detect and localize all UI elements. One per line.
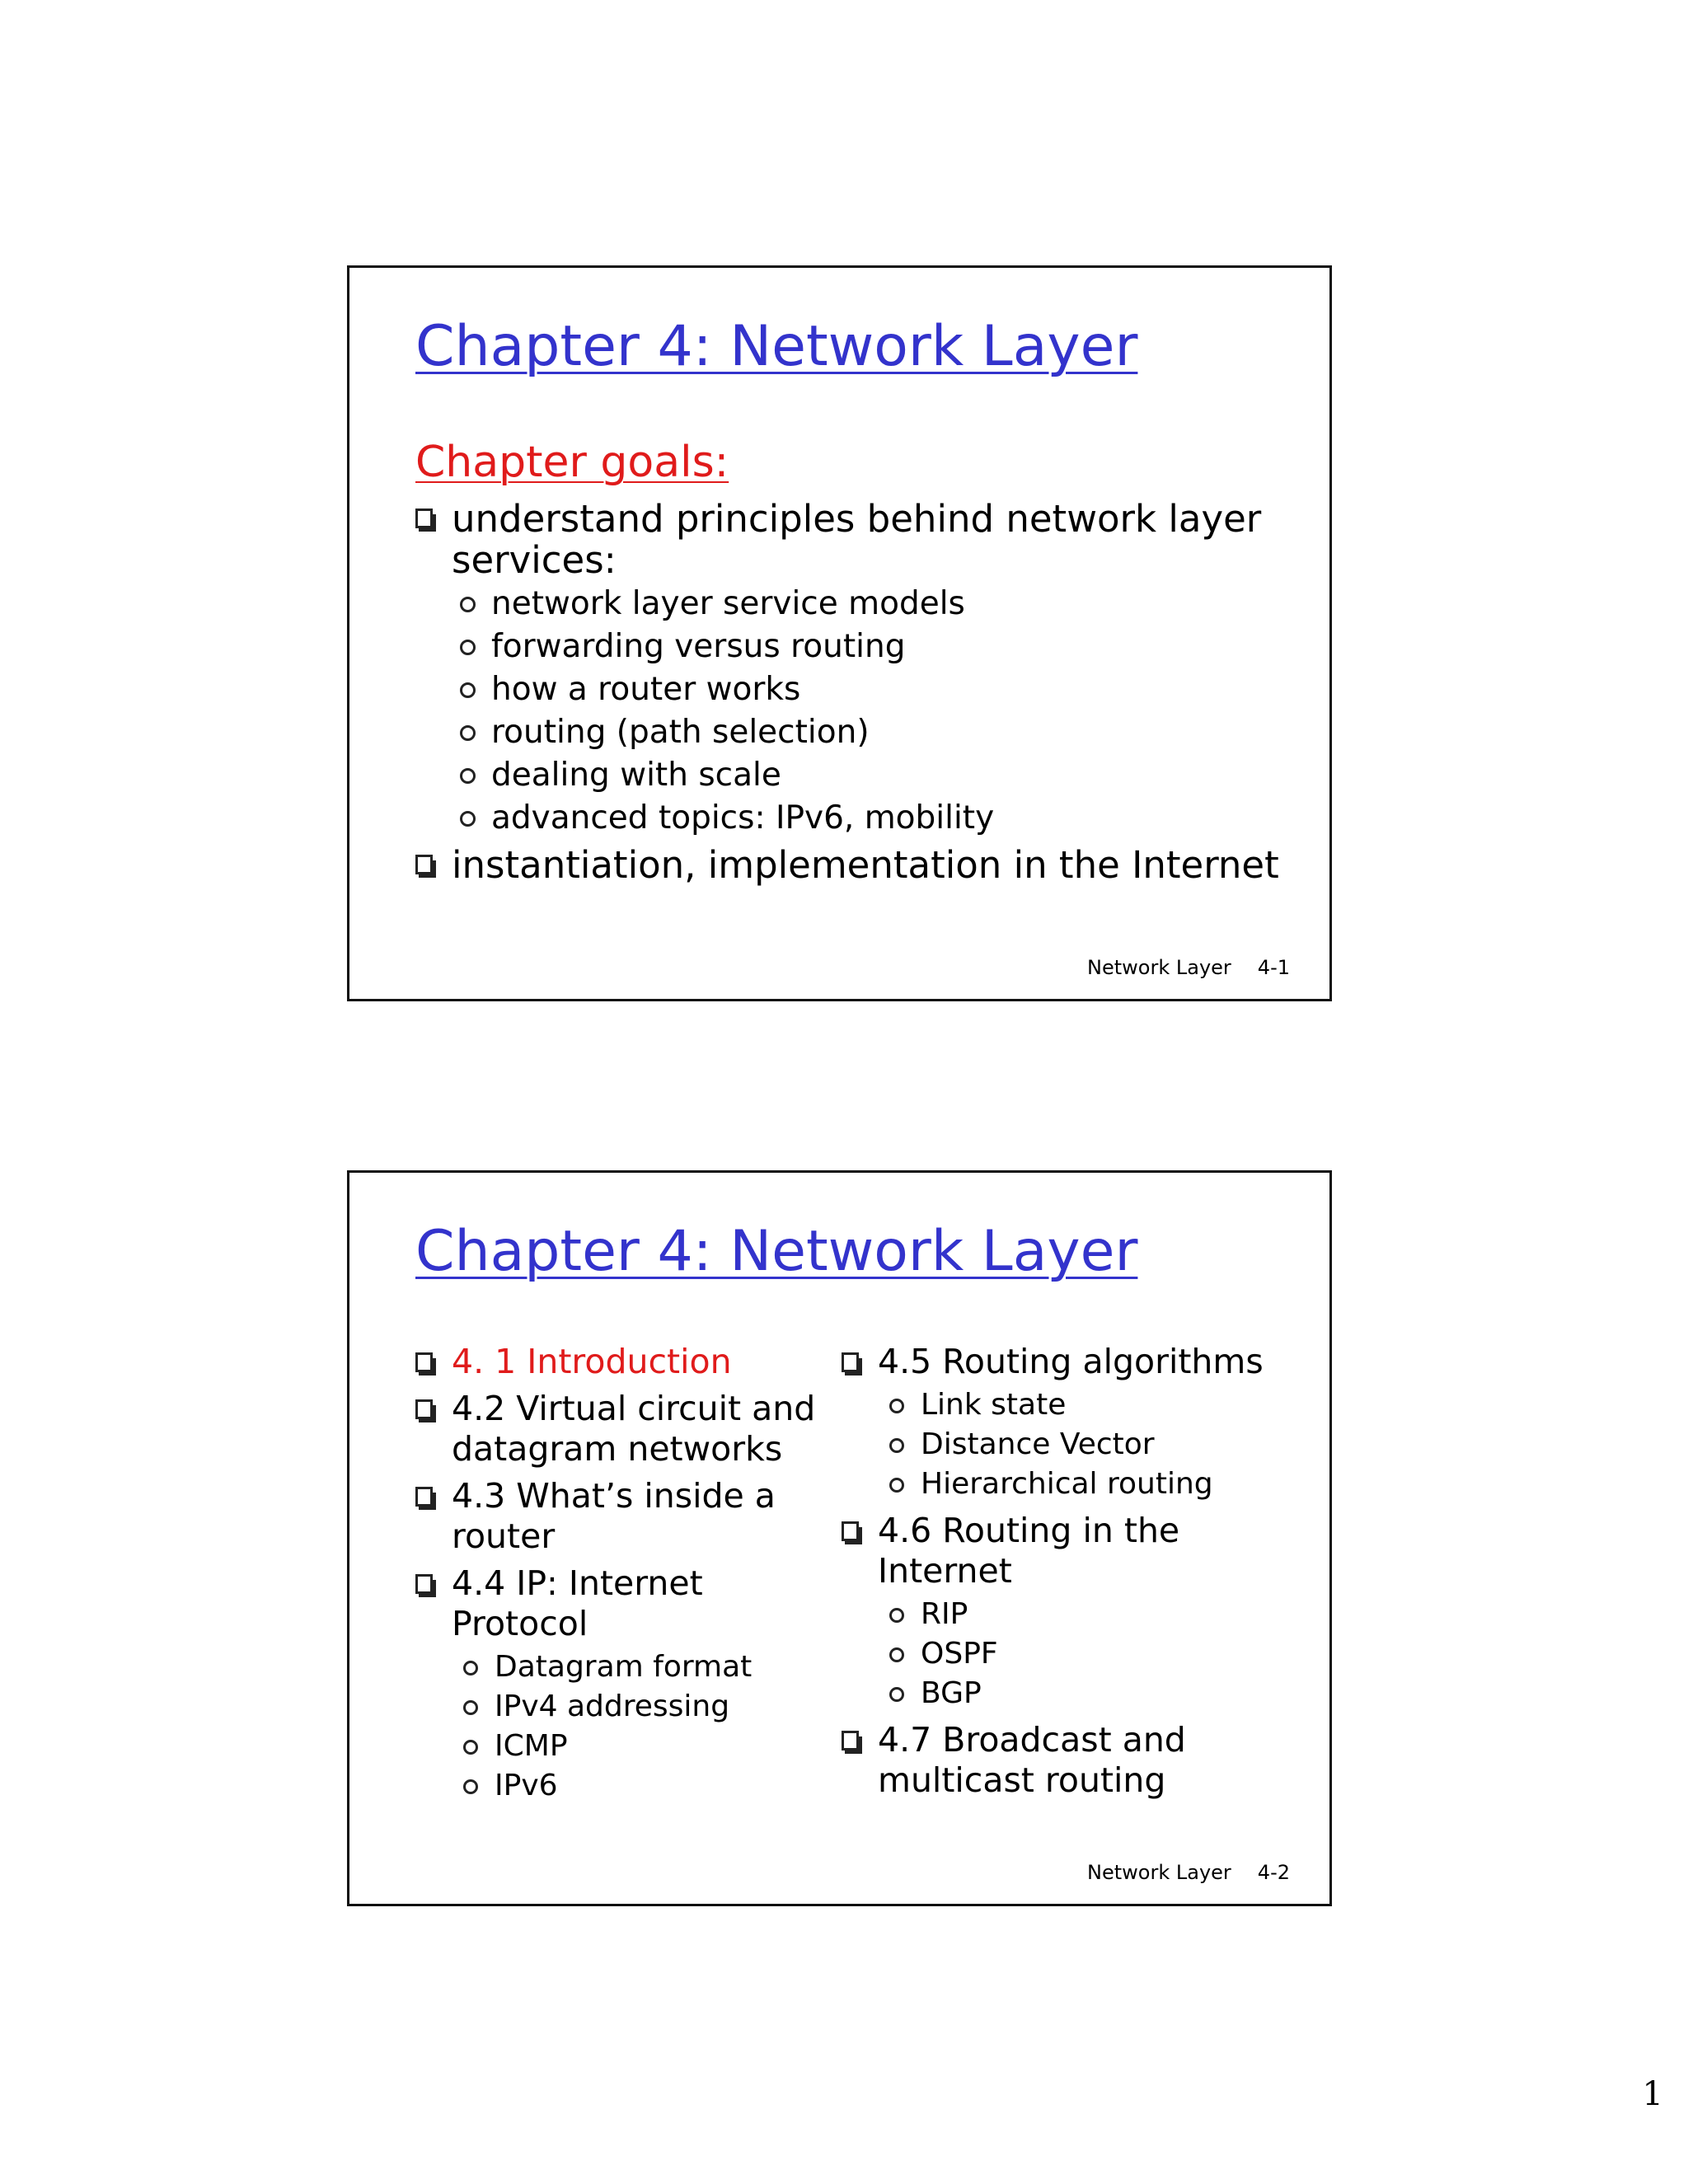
- circle-bullet-icon: [460, 768, 476, 784]
- list-item: [415, 499, 1289, 840]
- sub-list-item-text: dealing with scale: [491, 757, 781, 794]
- circle-bullet-icon: [460, 597, 476, 612]
- slide-footer: [1087, 956, 1290, 979]
- footer-label: Network Layer: [1087, 1861, 1231, 1884]
- toc-left-column: [415, 1342, 819, 1812]
- circle-bullet-icon: [460, 640, 476, 655]
- circle-bullet-icon: [463, 1700, 478, 1715]
- sub-list-item-text: BGP: [921, 1676, 982, 1710]
- toc-item: [842, 1720, 1303, 1801]
- slide-2: [347, 1170, 1332, 1906]
- toc-item-text: 4.4 IP: Internet Protocol: [452, 1563, 703, 1643]
- toc-item: [842, 1511, 1303, 1713]
- square-bullet-icon: [842, 1731, 859, 1750]
- square-bullet-icon: [415, 509, 433, 528]
- circle-bullet-icon: [463, 1740, 478, 1755]
- sub-list-item: [889, 1385, 1303, 1425]
- sub-list-item-text: IPv6: [495, 1769, 558, 1802]
- footer-label: Network Layer: [1087, 956, 1231, 979]
- toc-item-text: 4.7 Broadcast and multicast routing: [878, 1720, 1186, 1800]
- circle-bullet-icon: [460, 682, 476, 698]
- sub-list-item: [460, 754, 1289, 797]
- slide-title: Chapter 4: Network Layer: [415, 314, 1138, 379]
- toc-item-text: 4.2 Virtual circuit and datagram networks: [452, 1389, 816, 1469]
- circle-bullet-icon: [460, 725, 476, 741]
- circle-bullet-icon: [889, 1478, 904, 1493]
- page-number: 1: [1642, 2075, 1663, 2113]
- toc-item-text: 4.6 Routing in the Internet: [878, 1511, 1180, 1591]
- chapter-goals-heading: Chapter goals:: [415, 438, 729, 487]
- list-item-text: understand principles behind network layer services:: [452, 497, 1262, 582]
- circle-bullet-icon: [463, 1779, 478, 1794]
- goals-list: [415, 499, 1289, 886]
- toc-item-text: 4.3 What’s inside a router: [452, 1476, 776, 1556]
- toc-item-introduction: [415, 1342, 819, 1382]
- sub-list-item-text: forwarding versus routing: [491, 628, 906, 665]
- sub-list-item-text: how a router works: [491, 671, 801, 708]
- sub-list-item: [463, 1766, 819, 1806]
- square-bullet-icon: [415, 855, 433, 874]
- square-bullet-icon: [415, 1399, 433, 1419]
- sub-list-item-text: Hierarchical routing: [921, 1467, 1213, 1501]
- circle-bullet-icon: [889, 1438, 904, 1453]
- sub-list-item: [463, 1687, 819, 1727]
- square-bullet-icon: [415, 1352, 433, 1372]
- sub-list-item-text: RIP: [921, 1597, 968, 1631]
- sub-list-item-text: Datagram format: [495, 1650, 753, 1684]
- circle-bullet-icon: [889, 1608, 904, 1623]
- circle-bullet-icon: [460, 811, 476, 827]
- sub-list-item: [463, 1647, 819, 1687]
- sub-list-item: [889, 1634, 1303, 1674]
- slide-number: 4-1: [1257, 956, 1290, 979]
- sub-list-item: [460, 711, 1289, 754]
- square-bullet-icon: [415, 1574, 433, 1594]
- toc-right-column: [842, 1342, 1303, 1807]
- square-bullet-icon: [842, 1352, 859, 1372]
- slide-title: Chapter 4: Network Layer: [415, 1219, 1138, 1284]
- slide-1: [347, 265, 1332, 1001]
- toc-item-text: 4.5 Routing algorithms: [878, 1342, 1264, 1381]
- sub-list-item-text: routing (path selection): [491, 714, 870, 751]
- slide-footer: [1087, 1861, 1290, 1884]
- sub-list-item: [460, 668, 1289, 711]
- sub-list-item-text: OSPF: [921, 1637, 998, 1671]
- sub-list-item: [460, 583, 1289, 626]
- sub-list-item-text: IPv4 addressing: [495, 1690, 730, 1723]
- circle-bullet-icon: [889, 1647, 904, 1662]
- sub-list-item: [460, 797, 1289, 840]
- sub-list-item-text: Link state: [921, 1388, 1067, 1422]
- circle-bullet-icon: [889, 1399, 904, 1413]
- sub-list-item-text: ICMP: [495, 1729, 568, 1763]
- sub-list-item-text: advanced topics: IPv6, mobility: [491, 799, 995, 837]
- sub-list-item-text: network layer service models: [491, 585, 965, 622]
- list-item: [415, 845, 1289, 886]
- sub-list-item: [463, 1727, 819, 1766]
- sub-list-item: [889, 1595, 1303, 1634]
- list-item-text: instantiation, implementation in the Internet: [452, 843, 1279, 887]
- sub-list-item: [889, 1674, 1303, 1713]
- toc-item: [842, 1342, 1303, 1504]
- sub-list-item-text: Distance Vector: [921, 1427, 1155, 1461]
- square-bullet-icon: [842, 1521, 859, 1541]
- sub-list-item: [889, 1425, 1303, 1465]
- toc-item: [415, 1476, 819, 1557]
- toc-item: [415, 1389, 819, 1469]
- circle-bullet-icon: [889, 1687, 904, 1702]
- toc-item-text: 4. 1 Introduction: [452, 1342, 732, 1381]
- sub-list-item: [460, 626, 1289, 668]
- sub-list-item: [889, 1465, 1303, 1504]
- square-bullet-icon: [415, 1487, 433, 1507]
- circle-bullet-icon: [463, 1661, 478, 1675]
- toc-item: [415, 1563, 819, 1806]
- slide-number: 4-2: [1257, 1861, 1290, 1884]
